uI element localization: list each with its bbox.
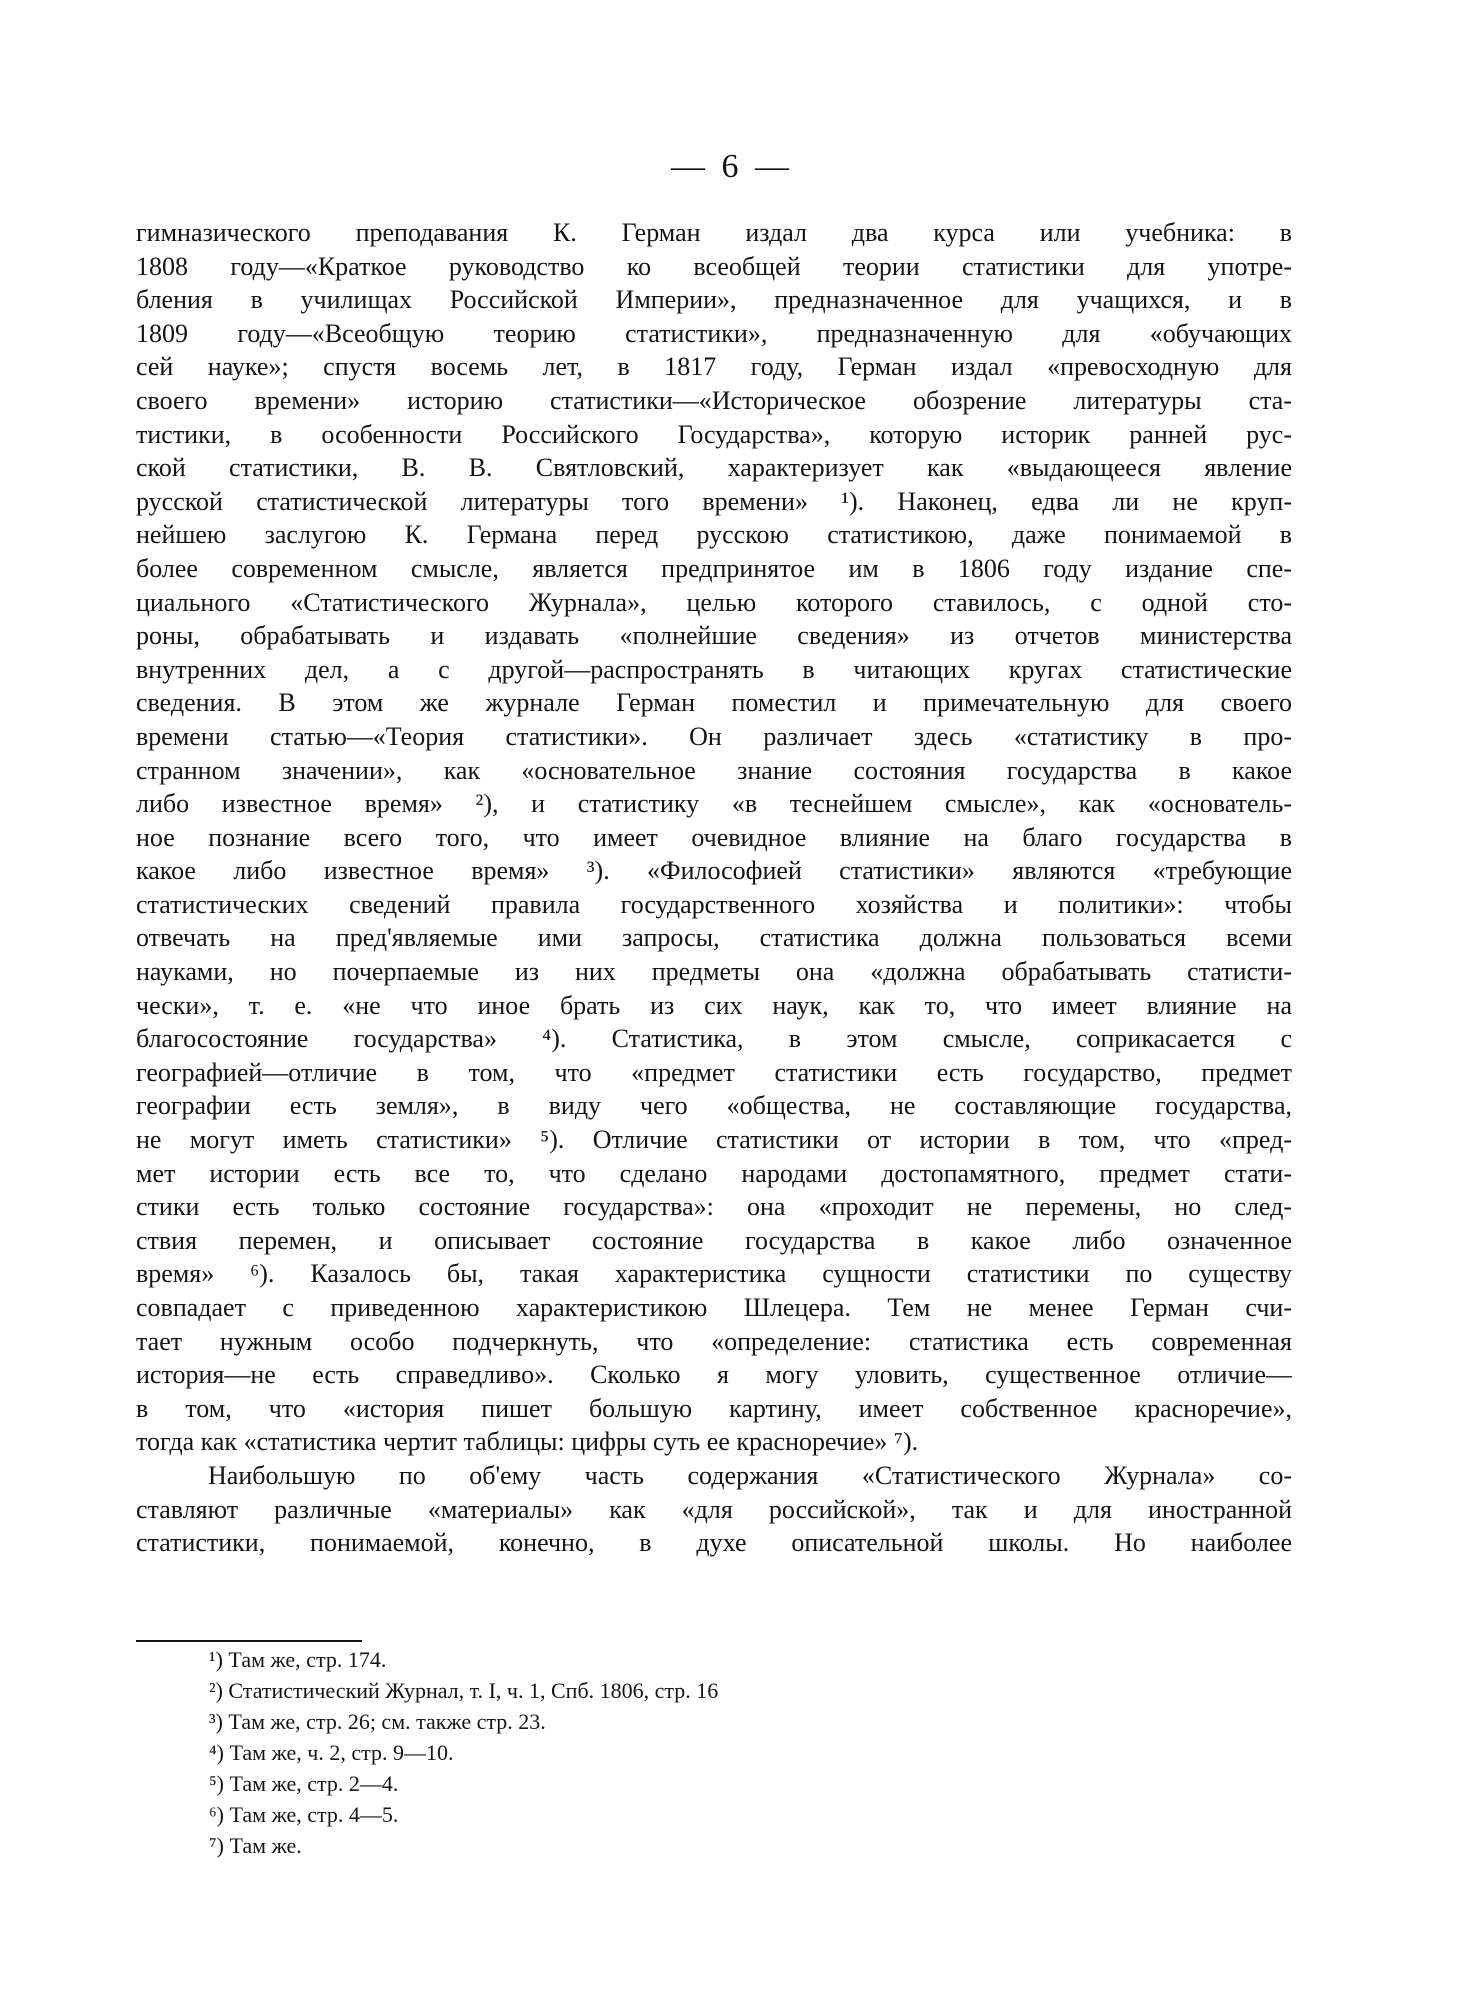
- text-line: странном значении», как «основательное знание состояния государства в какое: [136, 755, 1292, 785]
- text-line: времени статью—«Теория статистики». Он различает здесь «статистику в про-: [136, 721, 1292, 751]
- text-line: статистики, понимаемой, конечно, в духе описательной школы. Но наиболее: [136, 1528, 1292, 1558]
- text-line: в том, что «история пишет большую картину, имеет собственное красноречие»,: [136, 1393, 1292, 1423]
- main-text: [136, 216, 1292, 1560]
- text-line: ствия перемен, и описывает состояние государства в какое либо означенное: [136, 1225, 1292, 1255]
- text-line: какое либо известное время» ³). «Философией статистики» являются «требующие: [136, 856, 1292, 886]
- text-line: чески», т. е. «не что иное брать из сих наук, как то, что имеет влияние на: [136, 990, 1292, 1020]
- text-line: совпадает с приведенною характеристикою Шлецера. Тем не менее Герман счи-: [136, 1293, 1292, 1322]
- text-line: русской статистической литературы того времени» ¹). Наконец, едва ли не круп-: [136, 486, 1292, 516]
- footnote: ²) Статистический Журнал, т. I, ч. 1, Спб. 1806, стр. 16: [209, 1678, 719, 1703]
- text-line: Наибольшую по об'ему часть содержания «Статистического Журнала» со-: [208, 1460, 1292, 1490]
- text-line: тогда как «статистика чертит таблицы: цифры суть ее красноречие» ⁷).: [136, 1427, 919, 1457]
- text-line: циального «Статистического Журнала», целью которого ставилось, с одной сто-: [136, 587, 1292, 617]
- text-line: внутренних дел, а с другой—распространять в читающих кругах статистические: [136, 654, 1292, 684]
- text-line: ской статистики, В. В. Святловский, характеризует как «выдающееся явление: [136, 453, 1292, 483]
- text-line: гимназического преподавания К. Герман издал два курса или учебника: в: [136, 218, 1292, 247]
- text-line: географии есть земля», в виду чего «общества, не составляющие государства,: [136, 1091, 1292, 1121]
- text-line: науками, но почерпаемые из них предметы она «должна обрабатывать статисти-: [136, 957, 1292, 987]
- paragraph-1: [136, 216, 1292, 1459]
- footnote: ¹) Там же, стр. 174.: [209, 1647, 387, 1672]
- text-line: не могут иметь статистики» ⁵). Отличие статистики от истории в том, что «пред-: [136, 1125, 1292, 1155]
- text-line: статистических сведений правила государственного хозяйства и политики»: чтобы: [136, 889, 1292, 919]
- text-line: история—не есть справедливо». Сколько я могу уловить, существенное отличие—: [136, 1360, 1292, 1390]
- text-line: нейшею заслугою К. Германа перед русскою статистикою, даже понимаемой в: [136, 520, 1292, 550]
- text-line: сведения. В этом же журнале Герман поместил и примечательную для своего: [136, 688, 1292, 718]
- footnote: ³) Там же, стр. 26; см. также стр. 23.: [209, 1709, 546, 1734]
- footnote: ⁴) Там же, ч. 2, стр. 9—10.: [209, 1740, 454, 1765]
- footnote: ⁷) Там же.: [209, 1833, 302, 1858]
- text-line: 1808 году—«Краткое руководство ко всеобщей теории статистики для употре-: [136, 251, 1292, 281]
- text-line: время» ⁶). Казалось бы, такая характеристика сущности статистики по существу: [136, 1259, 1292, 1289]
- text-line: своего времени» историю статистики—«Историческое обозрение литературы ста-: [136, 385, 1292, 415]
- text-line: сей науке»; спустя восемь лет, в 1817 году, Герман издал «превосходную для: [136, 352, 1292, 382]
- text-line: 1809 году—«Всеобщую теорию статистики», предназначенную для «обучающих: [136, 318, 1292, 348]
- text-line: стики есть только состояние государства»: она «проходит не перемены, но след-: [136, 1192, 1292, 1222]
- text-line: географией—отличие в том, что «предмет статистики есть государство, предмет: [136, 1057, 1292, 1087]
- text-line: отвечать на пред'являемые ими запросы, статистика должна пользоваться всеми: [136, 923, 1292, 953]
- text-line: бления в училищах Российской Империи», предназначенное для учащихся, и в: [136, 285, 1292, 315]
- paragraph-2: [136, 1459, 1292, 1560]
- text-line: тает нужным особо подчеркнуть, что «определение: статистика есть современная: [136, 1326, 1292, 1356]
- text-line: более современном смысле, является предпринятое им в 1806 году издание спе-: [136, 553, 1292, 583]
- text-line: мет истории есть все то, что сделано народами достопамятного, предмет стати-: [136, 1158, 1292, 1188]
- text-line: ставляют различные «материалы» как «для российской», так и для иностранной: [136, 1494, 1292, 1524]
- page-number: — 6 —: [671, 148, 793, 185]
- footnote: ⁵) Там же, стр. 2—4.: [209, 1771, 399, 1796]
- text-line: благосостояние государства» ⁴). Статистика, в этом смысле, соприкасается с: [136, 1024, 1292, 1054]
- text-line: ное познание всего того, что имеет очевидное влияние на благо государства в: [136, 822, 1292, 852]
- text-line: роны, обрабатывать и издавать «полнейшие сведения» из отчетов министерства: [136, 621, 1292, 651]
- text-line: либо известное время» ²), и статистику «в теснейшем смысле», как «основатель-: [136, 789, 1292, 819]
- footnotes: [209, 1644, 1209, 1861]
- footnote: ⁶) Там же, стр. 4—5.: [209, 1802, 399, 1827]
- footnote-divider: [136, 1640, 362, 1642]
- text-line: тистики, в особенности Российского Государства», которую историк ранней рус-: [136, 419, 1292, 449]
